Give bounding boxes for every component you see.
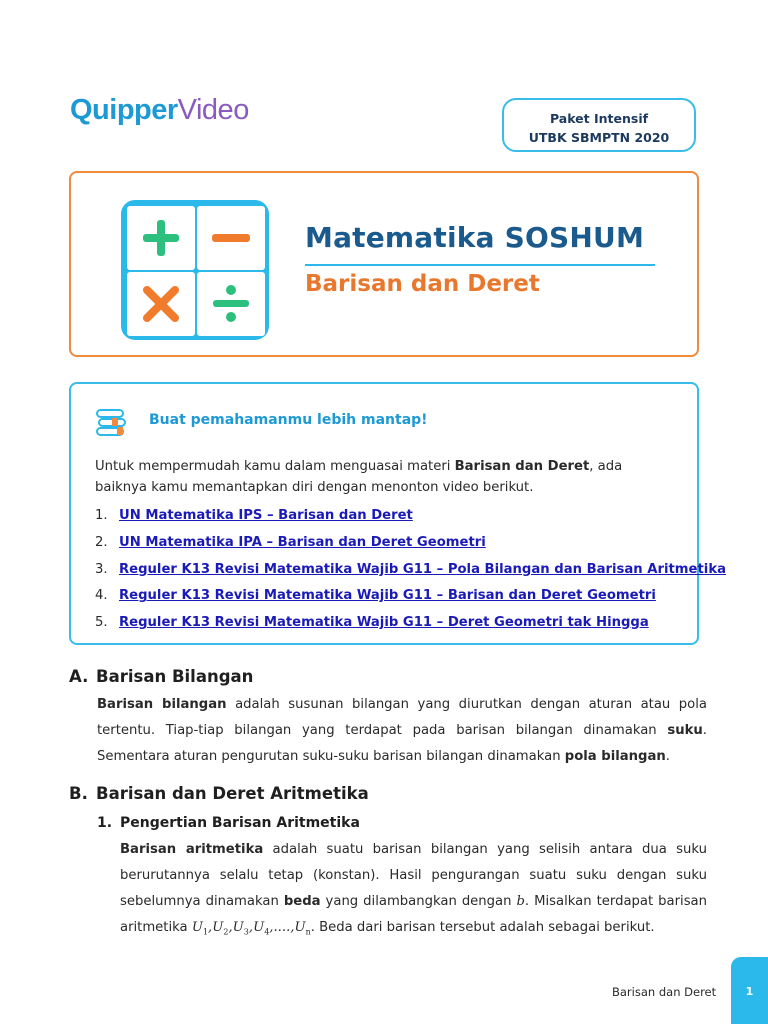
paket-line-1: Paket Intensif — [549, 111, 649, 126]
term-bold: Barisan bilangan — [97, 697, 227, 712]
hero-title: Matematika SOSHUM — [305, 221, 645, 254]
list-number: 1. — [95, 508, 108, 523]
sequence-formula — [192, 920, 311, 935]
math-u: U — [253, 920, 265, 935]
hero-divider — [305, 264, 655, 266]
math-u: U — [232, 920, 244, 935]
math-sep: , — [248, 920, 254, 935]
subsection-number: 1. — [97, 815, 113, 831]
section-b-paragraph — [120, 837, 707, 946]
term-bold: Barisan aritmetika — [120, 842, 264, 857]
info-intro — [95, 456, 675, 498]
math-sep: , — [228, 920, 233, 935]
math-u: U — [191, 920, 203, 935]
list-item — [95, 562, 726, 589]
hero-box — [69, 171, 699, 357]
list-item — [95, 535, 726, 562]
video-link-4[interactable]: Reguler K13 Revisi Matematika Wajib G11 – Barisan dan Deret Geometri — [119, 588, 656, 604]
section-title: Barisan Bilangan — [96, 667, 254, 686]
section-title: Barisan dan Deret Aritmetika — [96, 784, 369, 803]
hero-subtitle: Barisan dan Deret — [305, 271, 540, 297]
logo-word-video: Video — [177, 94, 249, 126]
video-link-3[interactable]: Reguler K13 Revisi Matematika Wajib G11 – Pola Bilangan dan Barisan Aritmetika — [119, 561, 726, 577]
math-ellipsis: ,...., — [269, 920, 295, 935]
list-number: 5. — [95, 615, 108, 631]
video-link-1[interactable]: UN Matematika IPS – Barisan dan Deret — [119, 508, 413, 523]
paket-badge — [502, 98, 696, 152]
math-u: U — [212, 920, 224, 935]
para-text: . Misalkan terdapat barisan aritmetika — [120, 894, 707, 935]
books-icon — [95, 408, 135, 442]
divide-icon — [197, 272, 265, 336]
section-a-heading — [69, 667, 253, 686]
math-sub: n — [305, 927, 311, 937]
section-letter: A. — [69, 667, 89, 686]
list-item — [95, 508, 726, 535]
para-text: adalah suatu barisan bilangan yang selisih antara dua suku berurutannya selalu tetap (konstan). Hasil pengurangan suatu suku dengan suku sebelumnya dinamakan — [120, 842, 707, 909]
subsection-heading — [97, 815, 360, 831]
term-bold: suku — [667, 723, 703, 738]
term-bold: pola bilangan — [564, 749, 666, 764]
intro-bold: Barisan dan Deret — [454, 459, 590, 474]
para-text: . — [665, 749, 670, 764]
video-link-2[interactable]: UN Matematika IPA – Barisan dan Deret Geometri — [119, 534, 486, 550]
math-sub: 2 — [223, 927, 229, 937]
para-text: yang dilambangkan dengan — [320, 894, 517, 909]
list-item — [95, 588, 726, 615]
plus-icon — [127, 206, 195, 270]
subsection-title: Pengertian Barisan Aritmetika — [120, 815, 360, 831]
logo-word-quipper: Quipper — [70, 94, 178, 126]
times-icon — [127, 272, 195, 336]
list-number: 4. — [95, 588, 108, 604]
paket-line-2: UTBK SBMPTN 2020 — [528, 130, 670, 145]
list-item — [95, 615, 726, 642]
minus-icon — [197, 206, 265, 270]
section-letter: B. — [69, 784, 88, 803]
math-sep: , — [208, 920, 213, 935]
calculator-icon — [121, 200, 269, 340]
video-list — [95, 508, 726, 642]
para-text: adalah susunan bilangan yang diurutkan dengan aturan atau pola tertentu. Tiap-tiap bilangan yang terdapat pada barisan bilangan dinamakan — [97, 697, 707, 738]
para-text: . Sementara aturan pengurutan suku-suku barisan bilangan dinamakan — [97, 723, 707, 764]
video-link-5[interactable]: Reguler K13 Revisi Matematika Wajib G11 – Deret Geometri tak Hingga — [119, 615, 649, 631]
footer-label: Barisan dan Deret — [612, 985, 717, 999]
quipper-video-logo — [70, 92, 249, 128]
intro-text: Untuk mempermudah kamu dalam menguasai materi — [95, 459, 455, 474]
list-number: 3. — [95, 561, 108, 577]
math-sub: 4 — [264, 927, 270, 937]
video-recommendation-box — [69, 382, 726, 645]
term-bold: beda — [283, 894, 321, 909]
section-b-heading — [69, 784, 369, 803]
math-u: U — [294, 920, 306, 935]
para-text: . Beda dari barisan tersebut adalah sebagai berikut. — [310, 920, 655, 935]
info-heading: Buat pemahamanmu lebih mantap! — [149, 412, 428, 428]
section-a-paragraph — [97, 692, 707, 770]
math-variable: b — [516, 894, 525, 909]
list-number: 2. — [95, 534, 108, 550]
math-sub: 1 — [202, 927, 209, 937]
intro-text-end: , ada baiknya kamu memantapkan diri dengan menonton video berikut. — [95, 459, 623, 495]
math-sub: 3 — [243, 927, 249, 937]
page-number: 1 — [731, 957, 768, 1024]
